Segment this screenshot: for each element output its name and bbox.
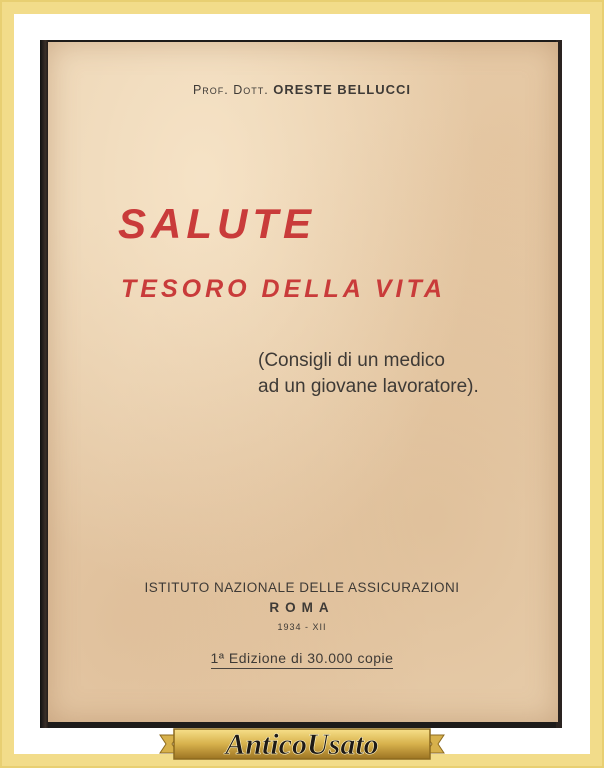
note-line-2: ad un giovane lavoratore). (258, 376, 479, 397)
author-line (0, 82, 604, 97)
antico-usato-logo (158, 721, 446, 767)
note-line-1: (Consigli di un medico (258, 350, 445, 371)
cover-note (258, 348, 538, 400)
book-subtitle: TESORO DELLA VITA (121, 275, 446, 303)
author-name: ORESTE BELLUCCI (273, 82, 412, 97)
publication-year: 1934 - XII (277, 622, 327, 632)
author-prefix: Prof. Dott. (192, 83, 269, 97)
book-title: SALUTE (118, 200, 316, 247)
publisher-name: ISTITUTO NAZIONALE DELLE ASSICURAZIONI (144, 580, 460, 595)
logo-text: AnticoUsato (225, 728, 379, 761)
edition-line (0, 650, 604, 666)
publisher-city: ROMA (269, 600, 335, 615)
edition-text: 1ª Edizione di 30.000 copie (211, 650, 394, 669)
